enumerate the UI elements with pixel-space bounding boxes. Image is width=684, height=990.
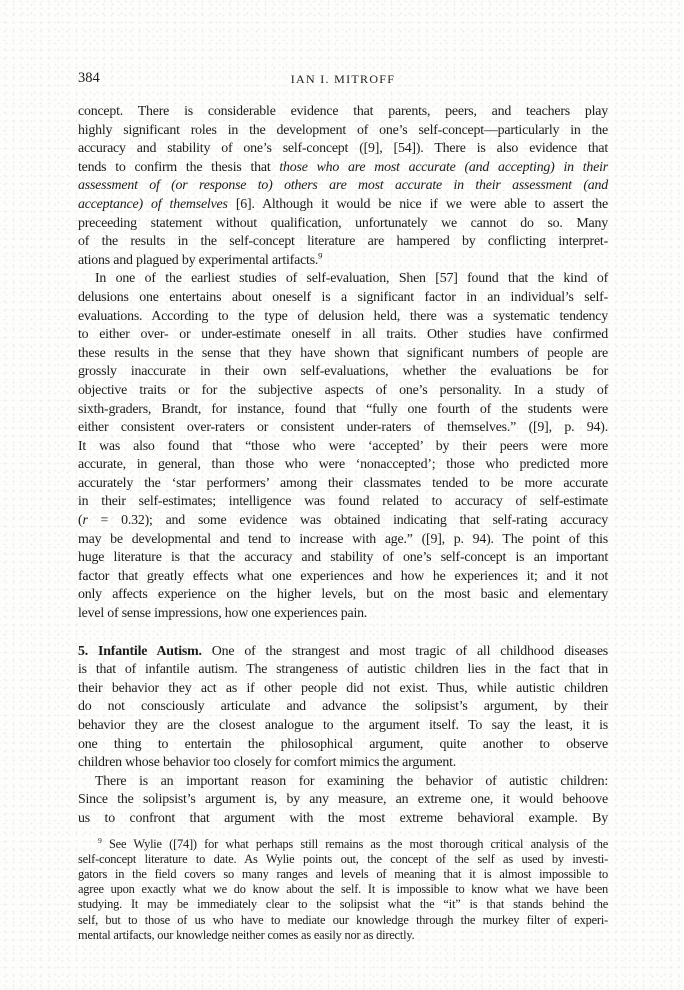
text-run: to either over- or under-estimate oneself in all traits. Other studies have confirmed bbox=[78, 327, 608, 343]
text-run: accurately the ‘star performers’ among their classmates tended to be more accurate bbox=[78, 475, 608, 491]
text-line bbox=[78, 326, 608, 345]
text-line bbox=[78, 852, 608, 867]
text-run: objective traits or for the subjective aspects of one’s personality. In a study of bbox=[78, 382, 608, 398]
page-number: 384 bbox=[78, 70, 100, 86]
text-run: these results in the sense that they have shown that significant numbers of people are bbox=[78, 345, 608, 361]
text-line bbox=[78, 438, 608, 457]
text-line bbox=[78, 233, 608, 252]
footnote-marker: 9 bbox=[98, 835, 102, 845]
text-run: gators in the field covers so many ranges and levels of meaning that it is almost impossible to bbox=[78, 866, 608, 881]
text-run: mental artifacts, our knowledge neither comes as easily nor as directly. bbox=[78, 927, 415, 942]
text-run: agree upon exactly what we do know about the self. It is impossible to know what we have been bbox=[78, 882, 608, 897]
running-head: IAN I. MITROFF bbox=[290, 72, 396, 86]
text-line bbox=[78, 363, 608, 382]
text-run: 5. Infantile Autism. bbox=[78, 643, 202, 659]
text-line bbox=[78, 512, 608, 531]
text-line bbox=[78, 401, 608, 420]
text-line bbox=[78, 837, 608, 852]
text-run: See Wylie ([74]) for what perhaps still remains as the most thorough critical analysis of the bbox=[101, 836, 608, 851]
text-line bbox=[78, 475, 608, 494]
text-line bbox=[78, 867, 608, 882]
text-line bbox=[78, 928, 608, 943]
text-line bbox=[78, 493, 608, 512]
text-run: delusions one entertains about oneself is a significant factor in an individual’s self- bbox=[78, 289, 608, 305]
text-run: ( bbox=[78, 513, 83, 529]
text-line bbox=[78, 643, 608, 662]
paragraph-self-concept bbox=[78, 103, 608, 270]
text-line bbox=[78, 252, 608, 271]
text-run: those who are most accurate (and accepting) in their bbox=[279, 159, 608, 175]
text-line bbox=[78, 419, 608, 438]
text-line bbox=[78, 754, 608, 773]
text-line bbox=[78, 215, 608, 234]
text-line bbox=[78, 382, 608, 401]
section-infantile-autism bbox=[78, 643, 608, 773]
text-run: ations and plagued by experimental artifacts. bbox=[78, 252, 319, 268]
text-run: evaluations. According to the type of delusion held, there was a systematic tendency bbox=[78, 308, 608, 324]
text-line bbox=[78, 791, 608, 810]
text-line bbox=[78, 289, 608, 308]
text-run: preceeding statement without qualification, unfortunately we cannot do so. Many bbox=[78, 215, 608, 231]
text-line bbox=[78, 882, 608, 897]
text-run: Since the solipsist’s argument is, by any measure, an extreme one, it would behoove bbox=[78, 792, 608, 808]
page-body bbox=[78, 103, 608, 943]
footnote-marker: 9 bbox=[318, 250, 323, 261]
text-line bbox=[78, 177, 608, 196]
text-run: In one of the earliest studies of self-evaluation, Shen [57] found that the kind of bbox=[95, 271, 608, 287]
text-line bbox=[78, 773, 608, 792]
text-run: sixth-graders, Brandt, for instance, found that “fully one fourth of the students were bbox=[78, 401, 608, 417]
text-line bbox=[78, 103, 608, 122]
text-run: children whose behavior too closely for comfort mimics the argument. bbox=[78, 755, 457, 771]
text-line bbox=[78, 549, 608, 568]
text-run: tends to confirm the thesis that bbox=[78, 159, 280, 175]
text-line bbox=[78, 586, 608, 605]
text-run: accurate, in general, than those who were ‘nonaccepted’; those who predicted more bbox=[78, 457, 608, 473]
paragraph-examining-behavior bbox=[78, 773, 608, 829]
text-run: acceptance) of themselves bbox=[78, 196, 236, 212]
text-run: one thing to entertain the philosophical argument, quite another to observe bbox=[78, 736, 608, 752]
text-run: is that of infantile autism. The strangeness of autistic children lies in the fact that in bbox=[78, 662, 608, 678]
text-line bbox=[78, 605, 608, 624]
page-header bbox=[78, 70, 608, 88]
text-line bbox=[78, 140, 608, 159]
text-run: either consistent over-raters or consistent under-raters of themselves.” ([9], p. 94). bbox=[78, 420, 608, 436]
text-run: us to confront that argument with the most extreme behavioral example. By bbox=[78, 810, 608, 826]
paragraph-self-evaluation-studies bbox=[78, 270, 608, 623]
text-run: grossly inaccurate in their own self-evaluations, whether the evaluations be for bbox=[78, 364, 608, 380]
text-run: [6]. Although it would be nice if we were able to assert the bbox=[235, 196, 608, 212]
text-run: in their self-estimates; intelligence was found related to accuracy of self-estimate bbox=[78, 494, 608, 510]
text-run: = 0.32); and some evidence was obtained indicating that self-rating accuracy bbox=[87, 513, 608, 529]
text-run: huge literature is that the accuracy and stability of one’s self-concept is an important bbox=[78, 550, 608, 566]
text-line bbox=[78, 270, 608, 289]
text-line bbox=[78, 345, 608, 364]
text-line bbox=[78, 531, 608, 550]
text-line bbox=[78, 196, 608, 215]
text-line bbox=[78, 159, 608, 178]
text-run: do not consciously articulate and advance the solipsist’s argument, by their bbox=[78, 699, 608, 715]
text-run: One of the strangest and most tragic of all childhood diseases bbox=[201, 643, 608, 659]
text-run: accuracy and stability of one’s self-concept ([9], [54]). There is also evidence that bbox=[78, 141, 608, 157]
text-line bbox=[78, 661, 608, 680]
text-line bbox=[78, 897, 608, 912]
text-run: studying. It may be immediately clear to the solipsist what the “it” is that stands behind the bbox=[78, 897, 608, 912]
text-run: self, but to those of us who have to mediate our knowledge through the murkey filter of experi- bbox=[78, 912, 608, 927]
text-run: self-concept literature to date. As Wylie points out, the concept of the self as used by investi- bbox=[78, 851, 608, 866]
text-line bbox=[78, 122, 608, 141]
text-line bbox=[78, 308, 608, 327]
text-line bbox=[78, 810, 608, 829]
text-line bbox=[78, 568, 608, 587]
text-run: behavior they are the closest analogue to the argument itself. To say the least, it is bbox=[78, 718, 608, 733]
text-run: concept. There is considerable evidence that parents, peers, and teachers play bbox=[78, 104, 608, 119]
text-run: level of sense impressions, how one experiences pain. bbox=[78, 606, 368, 622]
text-run: highly significant roles in the development of one’s self-concept—particularly in the bbox=[78, 122, 608, 138]
text-line bbox=[78, 913, 608, 928]
text-line bbox=[78, 698, 608, 717]
text-run: It was also found that “those who were ‘accepted’ by their peers were more bbox=[78, 438, 608, 454]
text-run: factor that greatly effects what one experiences and how he experiences it; and it not bbox=[78, 568, 608, 584]
footnote-9 bbox=[78, 837, 608, 943]
text-run: only affects experience on the higher levels, but on the most basic and elementary bbox=[78, 587, 608, 603]
text-run: may be developmental and tend to increase with age.” ([9], p. 94). The point of this bbox=[78, 531, 608, 547]
text-run: r bbox=[82, 513, 88, 529]
text-run: assessment of (or response to) others are most accurate in their assessment (and bbox=[78, 178, 608, 194]
text-run: their behavior they act as if other people did not exist. Thus, while autistic children bbox=[78, 680, 608, 696]
text-line bbox=[78, 680, 608, 699]
text-line bbox=[78, 736, 608, 755]
text-line bbox=[78, 717, 608, 736]
text-line bbox=[78, 456, 608, 475]
text-run: of the results in the self-concept literature are hampered by conflicting interpret- bbox=[78, 234, 608, 250]
text-run: There is an important reason for examining the behavior of autistic children: bbox=[95, 773, 608, 789]
